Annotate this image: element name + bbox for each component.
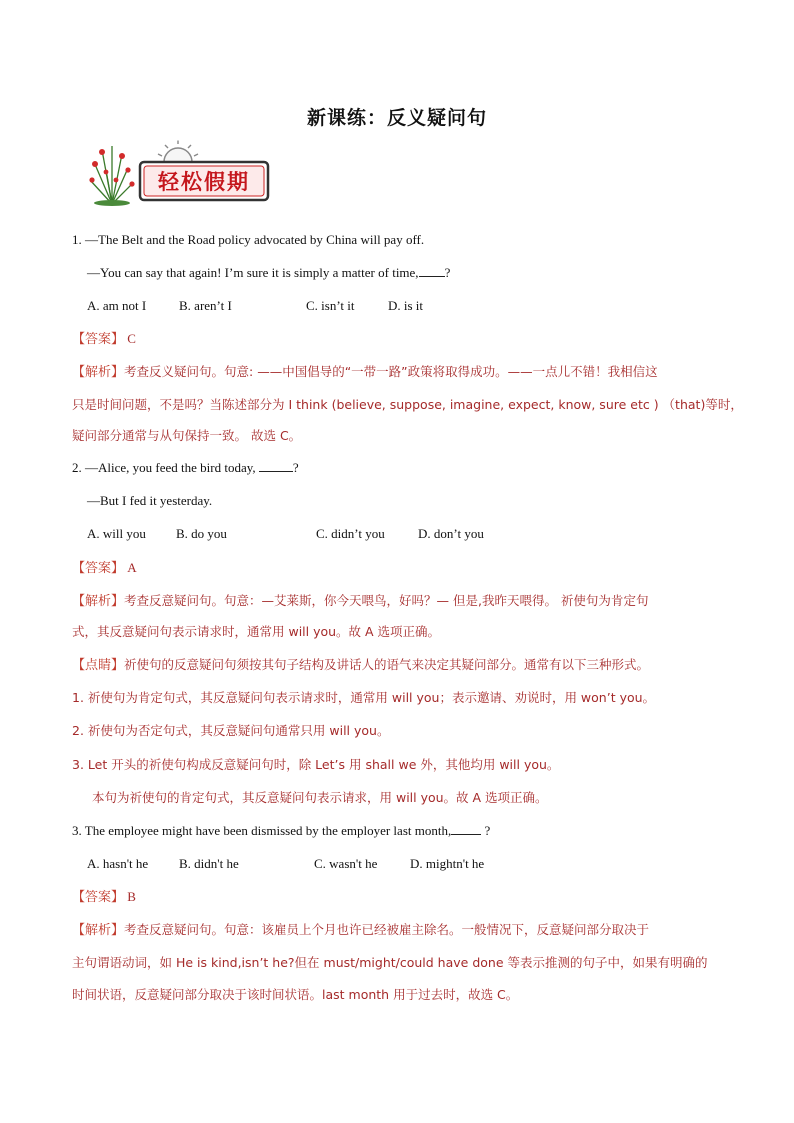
q2-analysis-line-1: 【解析】考查反意疑问句。句意：—艾莱斯，你今天喂鸟，好吗？— 但是,我昨天喂得。 祈使句为肯定句 [72,593,649,609]
q3-stem: 3. The employee might have been dismissed by the employer last month, ? [72,823,491,838]
q1-stem: 1. —The Belt and the Road policy advocated by China will pay off. [72,232,425,247]
q1-option-b[interactable]: B. aren’t I [179,298,232,313]
q1-reply: —You can say that again! I’m sure it is simply a matter of time, ? [87,265,451,280]
q3-analysis-line-1: 【解析】考查反意疑问句。句意：该雇员上个月也许已经被雇主除名。一般情况下，反意疑问部分取决于 [72,922,650,938]
q1-option-a[interactable]: A. am not I [87,298,147,313]
q2-tip-line-3: 2. 祈使句为否定句式，其反意疑问句通常只用 will you。 [72,723,390,738]
q2-option-a[interactable]: A. will you [87,526,146,541]
q2-stem: 2. —Alice, you feed the bird today, ? [72,460,299,475]
q1-analysis-line-2: 只是时间问题，不是吗？当陈述部分为 I think (believe, suppose, imagine, expect, know, sure etc ) （that)等时， [72,397,743,412]
q1-analysis-line-1: 【解析】考查反义疑问句。句意: ——中国倡导的“一带一路”政策将取得成功。——一点儿不错！我相信这 [72,364,658,380]
q3-answer: 【答案】 B [72,889,136,905]
holiday-logo-icon [82,140,272,206]
q2-option-b[interactable]: B. do you [176,526,227,541]
answer-blank[interactable] [259,459,293,472]
q3-analysis-line-2: 主句谓语动词，如 He is kind,isn’t he?但在 must/might/could have done 等表示推测的句子中，如果有明确的 [72,955,708,970]
q2-options [87,525,484,543]
svg-text:轻松假期: 轻松假期 [158,170,250,194]
q2-answer: 【答案】 A [72,560,137,576]
q3-option-c[interactable]: C. wasn't he [314,856,378,871]
q2-tip-line-2: 1. 祈使句为肯定句式，其反意疑问句表示请求时，通常用 will you；表示邀请、劝说时，用 won’t you。 [72,690,656,705]
q1-options [87,297,423,315]
q2-tip-line-4: 3. Let 开头的祈使句构成反意疑问句时，除 Let’s 用 shall we 外，其他均用 will you。 [72,757,560,772]
q1-answer: 【答案】 C [72,331,136,347]
q2-option-c[interactable]: C. didn’t you [316,526,385,541]
q2-option-d[interactable]: D. don’t you [418,526,484,541]
q3-option-b[interactable]: B. didn't he [179,856,239,871]
q2-tip-line-5: 本句为祈使句的肯定句式，其反意疑问句表示请求，用 will you。故 A 选项正确。 [92,790,548,805]
q3-option-d[interactable]: D. mightn't he [410,856,485,871]
q1-analysis-line-3: 疑问部分通常与从句保持一致。 故选 C。 [72,428,302,443]
q2-analysis-line-2: 式，其反意疑问句表示请求时，通常用 will you。故 A 选项正确。 [72,624,441,639]
q1-option-d[interactable]: D. is it [388,298,424,313]
q2-tip-line-1: 【点睛】祈使句的反意疑问句须按其句子结构及讲话人的语气来决定其疑问部分。通常有以下三种形式。 [72,657,650,673]
q3-option-a[interactable]: A. hasn't he [87,856,149,871]
answer-blank[interactable] [419,264,445,277]
q1-option-c[interactable]: C. isn’t it [306,298,355,313]
page-title: 新课练：反义疑问句 [306,107,487,129]
answer-blank[interactable] [451,822,481,835]
q3-options [87,855,484,873]
q2-reply: —But I fed it yesterday. [87,493,213,508]
q3-analysis-line-3: 时间状语，反意疑问部分取决于该时间状语。last month 用于过去时，故选 C。 [72,987,519,1002]
